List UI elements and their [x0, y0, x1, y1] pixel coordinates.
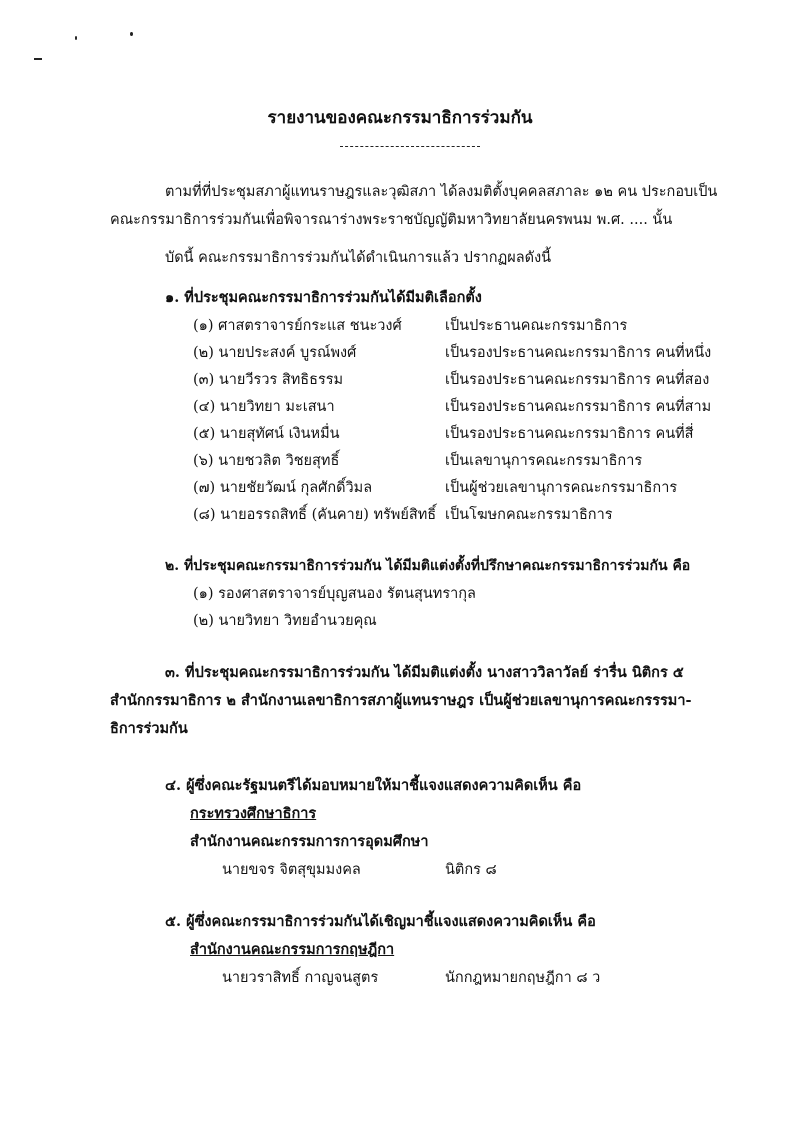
intro-line-2: คณะกรรมาธิการร่วมกันเพื่อพิจารณาร่างพระราชบัญญัติมหาวิทยาลัยนครพนม พ.ศ. .... นั้น: [110, 212, 673, 228]
section-5-heading: ๕. ผู้ซึ่งคณะกรรมาธิการร่วมกันได้เชิญมาชี้แจงแสดงความคิดเห็น คือ: [165, 913, 596, 930]
member-name: (๒) นายประสงค์ บูรณ์พงศ์: [193, 345, 357, 361]
member-role: เป็นรองประธานคณะกรรมาธิการ คนที่หนึ่ง: [445, 345, 712, 361]
section-3-line-3: ธิการร่วมกัน: [110, 720, 188, 737]
section-1-heading: ๑. ที่ประชุมคณะกรรมาธิการร่วมกันได้มีมติเลือกตั้ง: [165, 289, 482, 306]
member-role: เป็นผู้ช่วยเลขานุการคณะกรรมาธิการ: [445, 480, 678, 496]
scan-speck: [34, 58, 42, 60]
member-name: (๑) ศาสตราจารย์กระแส ชนะวงศ์: [193, 318, 402, 334]
member-name: (๔) นายวิทยา มะเสนา: [193, 399, 335, 415]
report-title: รายงานของคณะกรรมาธิการร่วมกัน: [267, 108, 533, 128]
member-role: เป็นรองประธานคณะกรรมาธิการ คนที่สาม: [445, 399, 712, 415]
member-role: เป็นโฆษกคณะกรรมาธิการ: [445, 507, 613, 523]
office-name: สำนักงานคณะกรรมการการอุดมศึกษา: [190, 833, 429, 850]
section-3-line-2: สำนักกรรมาธิการ ๒ สำนักงานเลขาธิการสภาผู้แทนราษฎร เป็นผู้ช่วยเลขานุการคณะกรรรมา-: [110, 692, 692, 709]
member-role: เป็นประธานคณะกรรมาธิการ: [445, 318, 628, 334]
title-divider: [340, 146, 480, 147]
scan-speck: [130, 32, 133, 36]
official-position: นักกฎหมายกฤษฎีกา ๘ ว: [445, 970, 601, 986]
member-name: (๓) นายวีรวร สิทธิธรรม: [193, 372, 344, 388]
scan-speck: [75, 36, 77, 40]
section-3-line-1: ๓. ที่ประชุมคณะกรรมาธิการร่วมกัน ได้มีมติแต่งตั้ง นางสาววิลาวัลย์ ร่ารื่น นิติกร ๕: [165, 664, 684, 681]
member-role: เป็นเลขานุการคณะกรรมาธิการ: [445, 453, 643, 469]
intro-line-3: บัดนี้ คณะกรรมาธิการร่วมกันได้ดำเนินการแล้ว ปรากฏผลดังนี้: [165, 250, 552, 266]
official-name: นายวราสิทธิ์ กาญจนสูตร: [222, 970, 379, 986]
office-name: สำนักงานคณะกรรมการกฤษฎีกา: [190, 941, 395, 958]
member-name: (๘) นายอรรถสิทธิ์ (คันคาย) ทรัพย์สิทธิ์: [193, 507, 437, 523]
member-role: เป็นรองประธานคณะกรรมาธิการ คนที่สี่: [445, 426, 694, 442]
advisor-name: (๑) รองศาสตราจารย์บุญสนอง รัตนสุนทรากุล: [193, 586, 476, 602]
advisor-name: (๒) นายวิทยา วิทยอำนวยคุณ: [193, 613, 377, 629]
intro-line-1: ตามที่ที่ประชุมสภาผู้แทนราษฎรและวุฒิสภา ได้ลงมติตั้งบุคคลสภาละ ๑๒ คน ประกอบเป็น: [165, 184, 718, 200]
member-name: (๖) นายชวลิต วิชยสุทธิ์: [193, 453, 340, 469]
ministry-name: กระทรวงศึกษาธิการ: [190, 805, 317, 822]
member-name: (๕) นายสุทัศน์ เงินหมื่น: [193, 426, 340, 442]
member-name: (๗) นายชัยวัฒน์ กุลศักดิ์วิมล: [193, 480, 373, 496]
section-2-heading: ๒. ที่ประชุมคณะกรรมาธิการร่วมกัน ได้มีมติแต่งตั้งที่ปรึกษาคณะกรรมาธิการร่วมกัน คือ: [165, 558, 691, 574]
member-role: เป็นรองประธานคณะกรรมาธิการ คนที่สอง: [445, 372, 710, 388]
official-position: นิติกร ๘: [445, 862, 497, 878]
official-name: นายขจร จิตสุขุมมงคล: [222, 862, 361, 878]
section-4-heading: ๔. ผู้ซึ่งคณะรัฐมนตรีได้มอบหมายให้มาชี้แจงแสดงความคิดเห็น คือ: [165, 777, 582, 794]
